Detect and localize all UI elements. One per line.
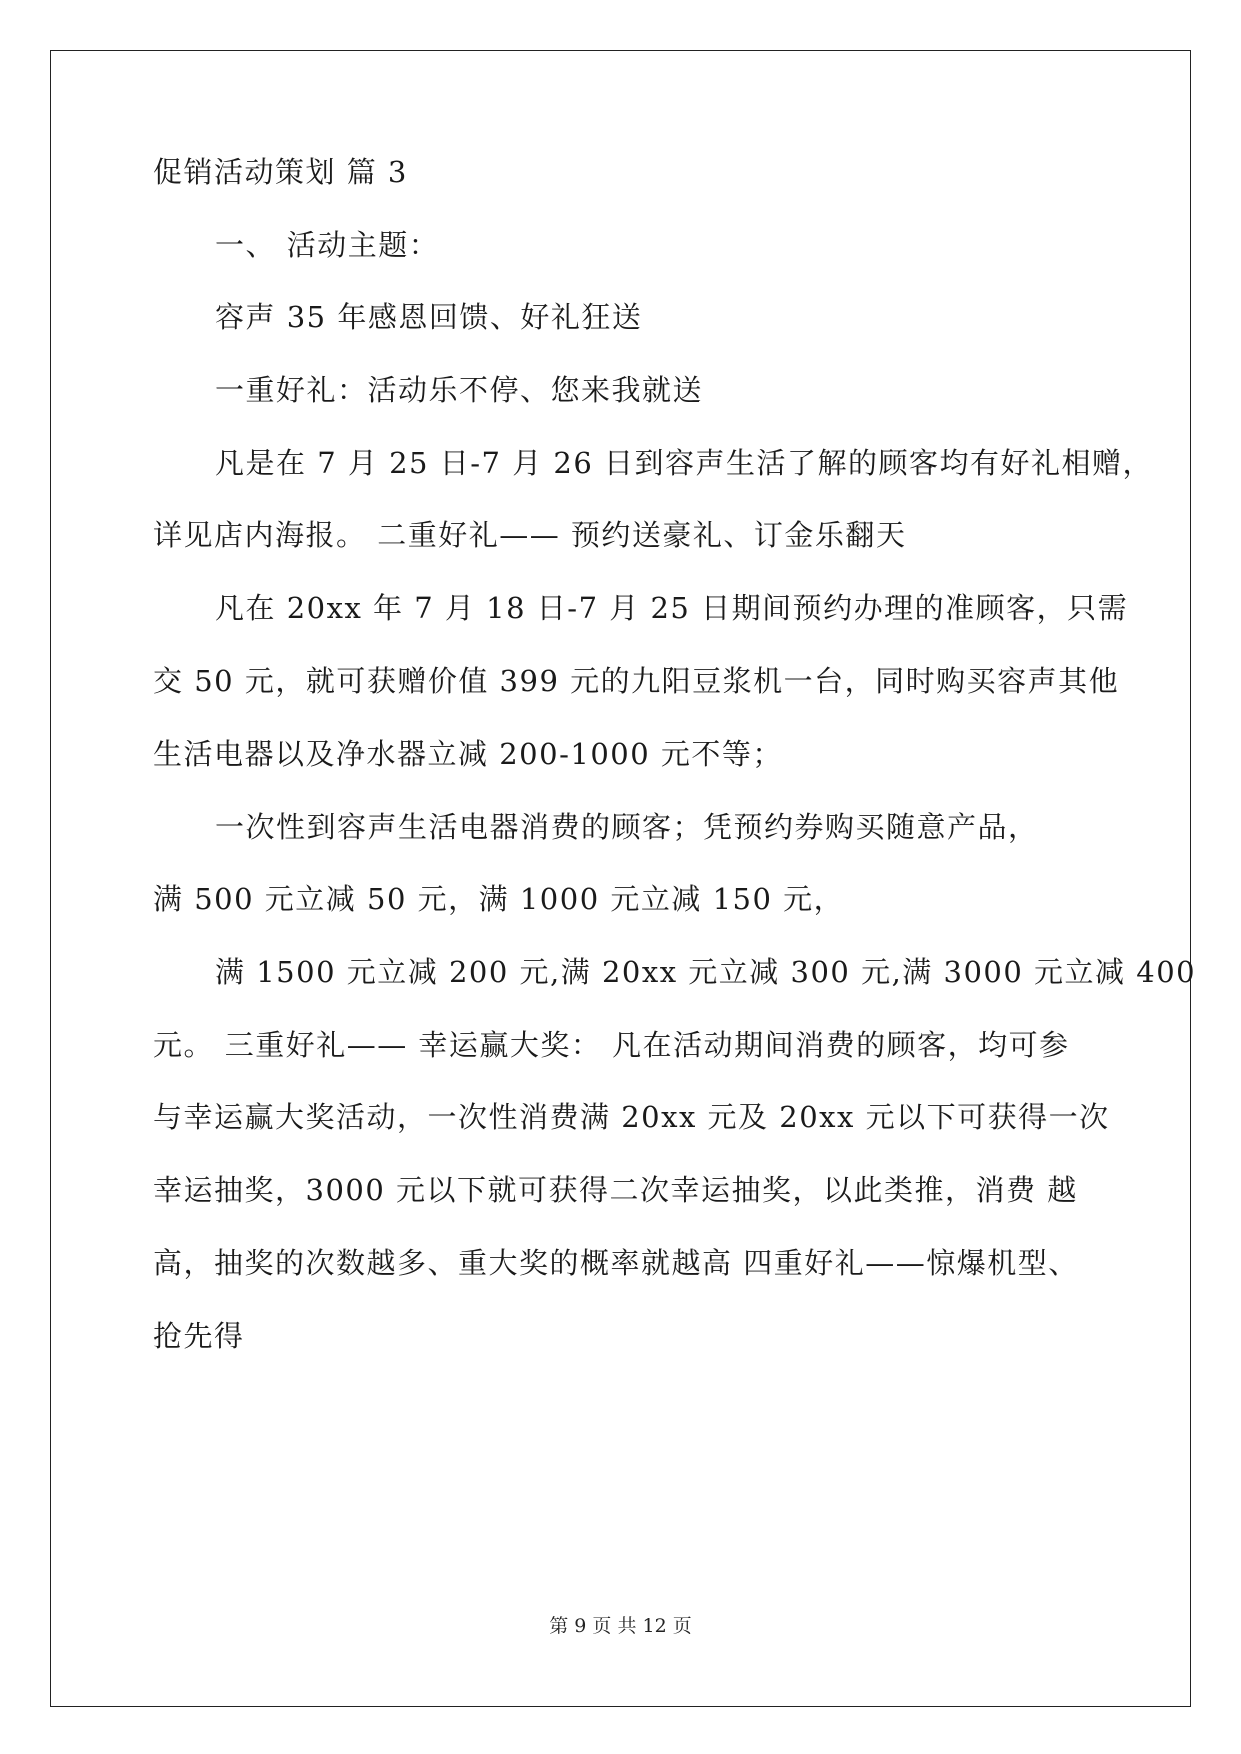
text-line: 满 1500 元立减 200 元,满 20xx 元立减 300 元,满 3000 元立减 400 [215, 955, 1197, 989]
text-line: 与幸运赢大奖活动，一次性消费满 20xx 元及 20xx 元以下可获得一次 [153, 1100, 1110, 1134]
text-line: 满 500 元立减 50 元，满 1000 元立减 150 元， [153, 882, 845, 916]
text-line: 一、 活动主题： [215, 228, 440, 262]
page-footer: 第 9 页 共 12 页 [549, 1615, 692, 1637]
text-line: 一次性到容声生活电器消费的顾客；凭预约券购买随意产品， [215, 810, 1039, 844]
text-line: 容声 35 年感恩回馈、好礼狂送 [215, 300, 643, 334]
text-line: 高，抽奖的次数越多、重大奖的概率就越高 四重好礼——惊爆机型、 [153, 1246, 1079, 1280]
document-title: 促销活动策划 篇 3 [153, 155, 408, 189]
text-line: 一重好礼：活动乐不停、您来我就送 [215, 373, 704, 407]
text-line: 生活电器以及净水器立减 200-1000 元不等； [153, 737, 783, 771]
text-line: 凡在 20xx 年 7 月 18 日-7 月 25 日期间预约办理的准顾客，只需 [215, 591, 1129, 625]
text-line: 凡是在 7 月 25 日-7 月 26 日到容声生活了解的顾客均有好礼相赠， [215, 446, 1154, 480]
text-line: 幸运抽奖，3000 元以下就可获得二次幸运抽奖，以此类推，消费 越 [153, 1173, 1078, 1207]
text-line: 详见店内海报。 二重好礼—— 预约送豪礼、订金乐翻天 [153, 518, 907, 552]
text-line: 元。 三重好礼—— 幸运赢大奖： 凡在活动期间消费的顾客，均可参 [153, 1028, 1070, 1062]
text-line: 交 50 元，就可获赠价值 399 元的九阳豆浆机一台，同时购买容声其他 [153, 664, 1120, 698]
text-line: 抢先得 [153, 1319, 245, 1353]
